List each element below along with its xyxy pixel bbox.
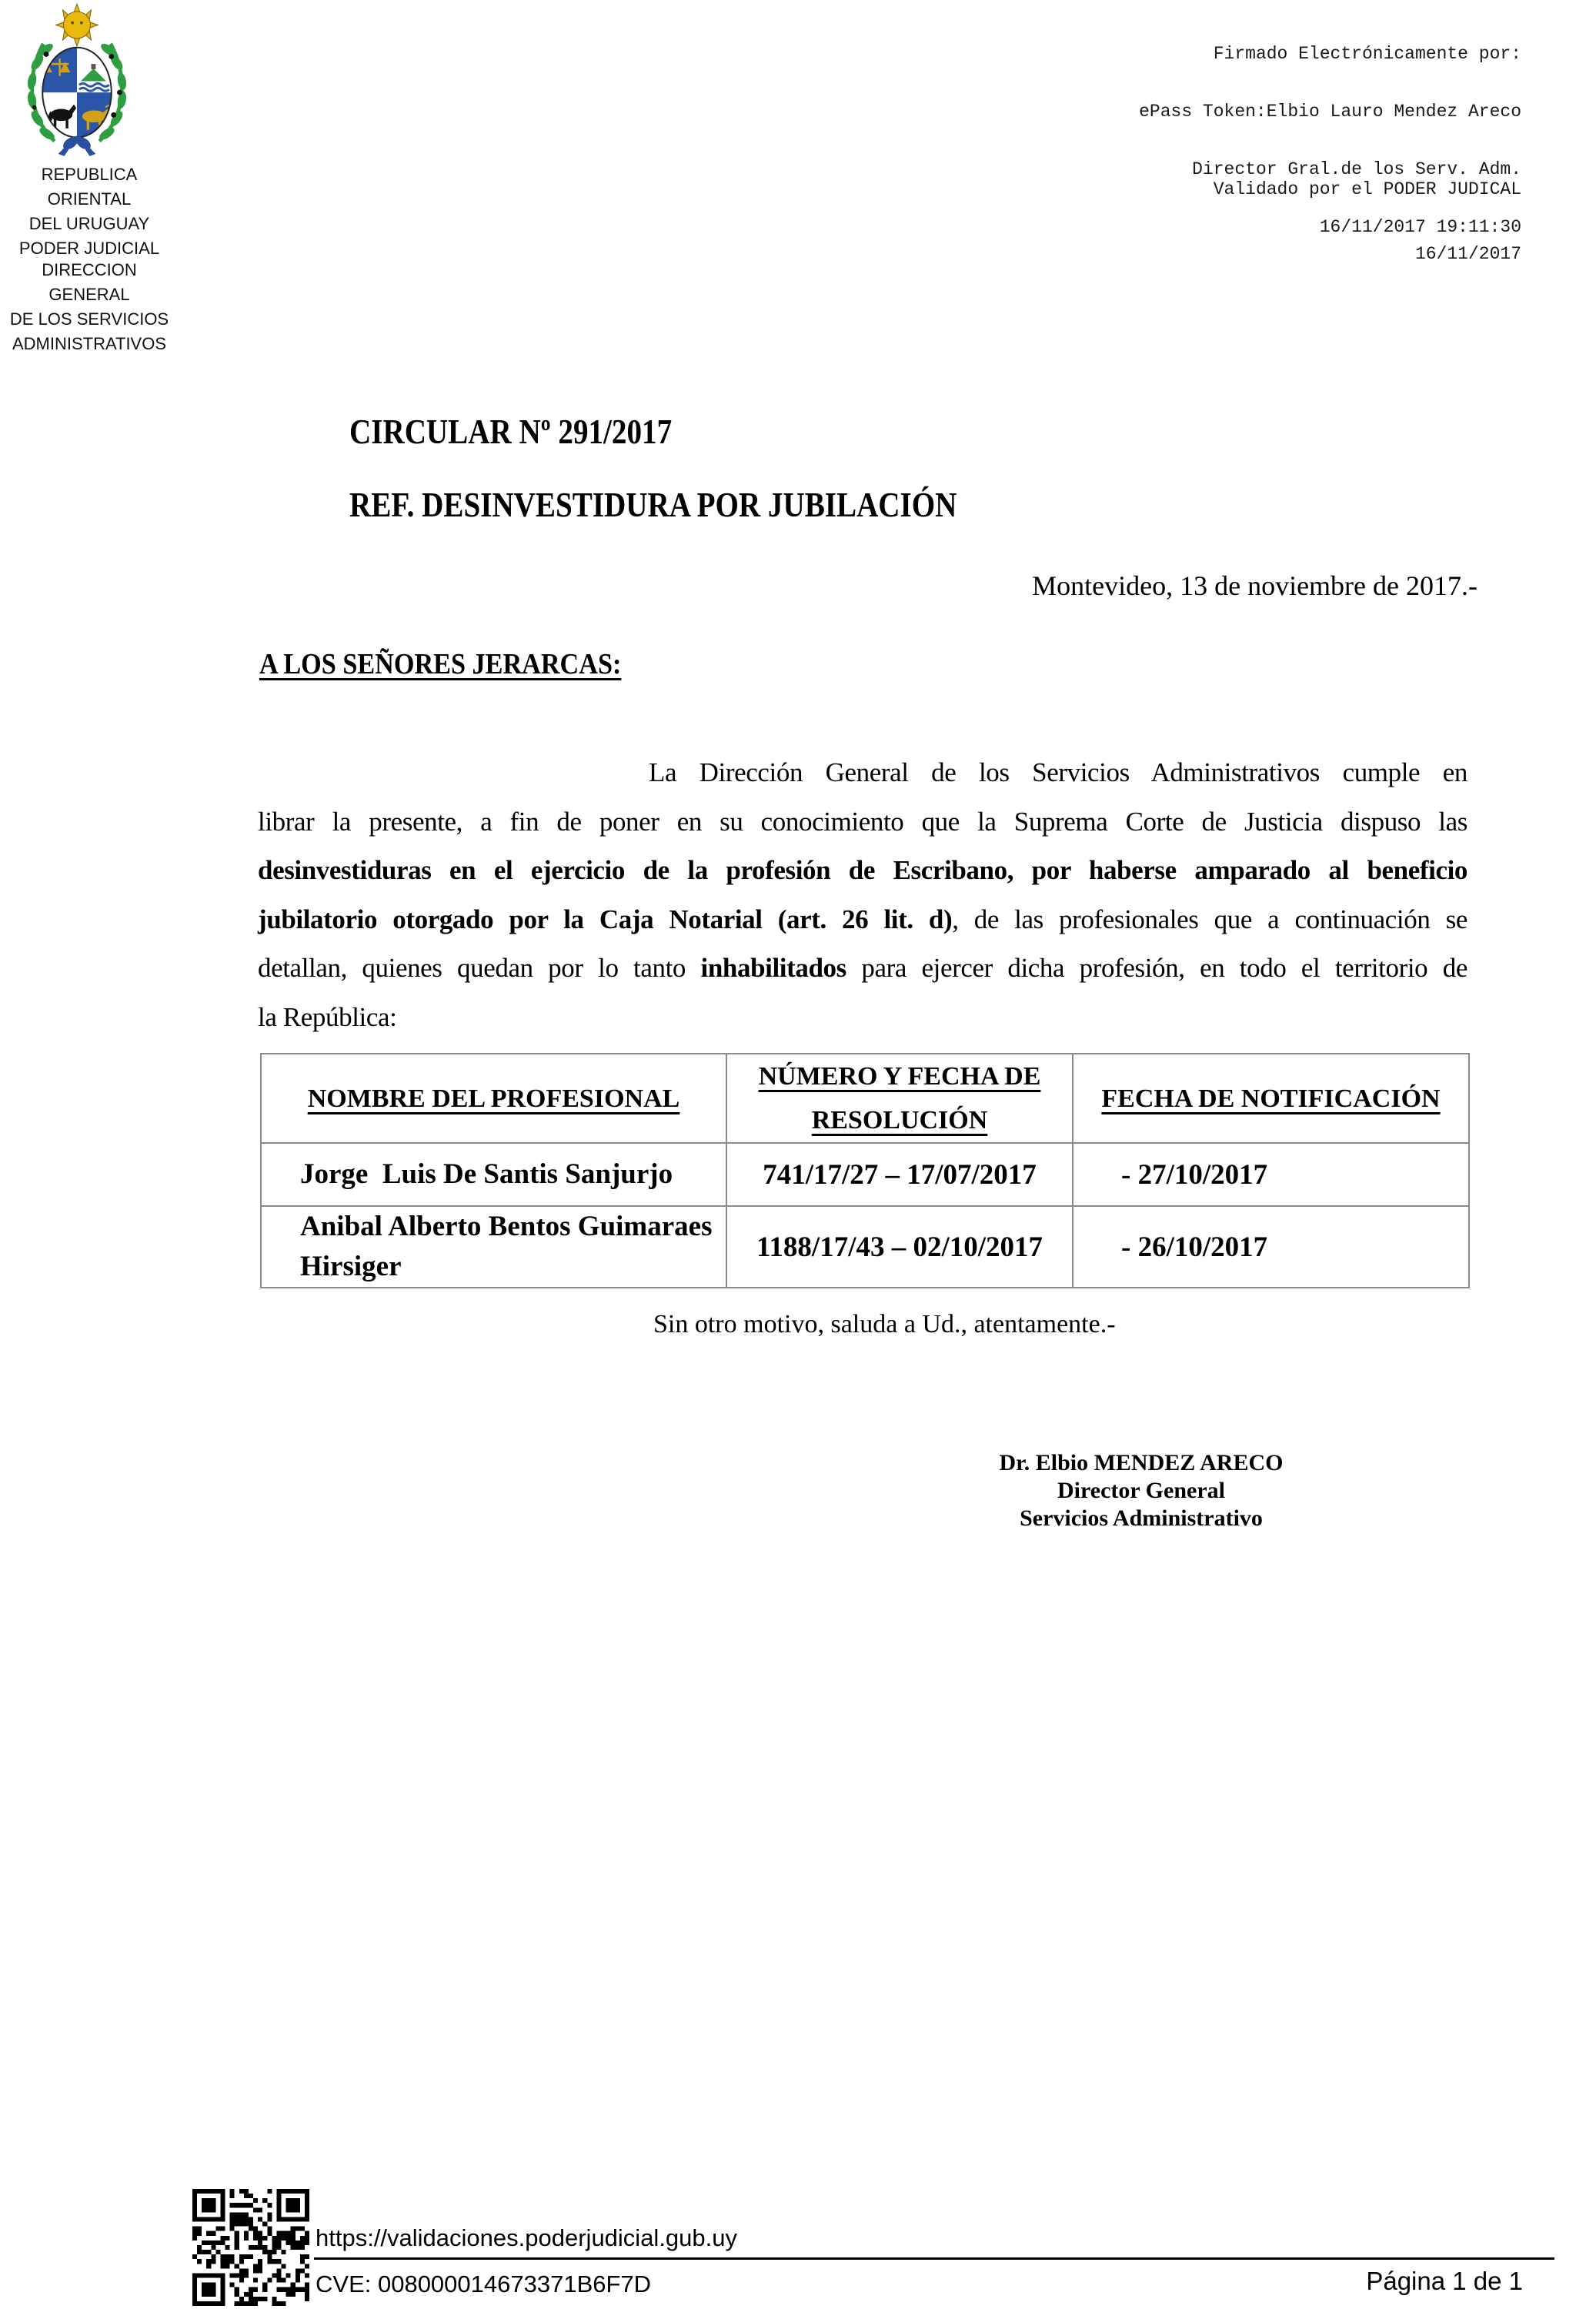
signer-title: Director General [1057,1478,1225,1503]
cell-nombre: Jorge Luis De Santis Sanjurjo [261,1143,726,1206]
page-number: Página 1 de 1 [1366,2267,1523,2295]
table-row [261,1206,1469,1288]
circular-subject-text: REF. DESINVESTIDURA POR JUBILACIÓN [349,485,957,524]
stamp-line: Firmado Electrónicamente por: [1213,44,1521,64]
cell-resolucion: 741/17/27 – 17/07/2017 [726,1143,1073,1206]
body-line: librar la presente, a fin de poner en su conocimiento que la Suprema Corte de Justicia dispuso las [258,806,1467,837]
signer-subtitle: Servicios Administrativo [1020,1505,1263,1531]
dept-caption-line: DE LOS SERVICIOS [9,309,169,329]
footer-divider [314,2257,1554,2260]
header-resolucion-line2: RESOLUCIÓN [811,1106,988,1134]
body-line: jubilatorio otorgado por la Caja Notarial (art. 26 lit. d), de las profesionales que a continuación se [258,904,1467,934]
circular-number-heading [349,411,729,452]
circular-subject-heading [349,484,1064,525]
signer-block [987,1449,1295,1532]
dateline: Montevideo, 13 de noviembre de 2017.- [1032,570,1477,601]
dept-caption [0,258,179,356]
body-line: La Dirección General de los Servicios Administrativos cumple en [649,757,1467,787]
closing-line: Sin otro motivo, saluda a Ud., atentamente.- [653,1310,1116,1338]
validation-line: 16/11/2017 [1414,244,1521,264]
cell-resolucion: 1188/17/43 – 02/10/2017 [726,1206,1073,1288]
body-line: la República: [258,1001,397,1032]
uruguay-coat-of-arms-logo [21,2,133,160]
cell-notificacion: - 26/10/2017 [1073,1206,1469,1288]
table-row [261,1143,1469,1206]
cell-nombre: Anibal Alberto Bentos Guimaraes Hirsiger [261,1206,726,1288]
cell-notificacion: - 27/10/2017 [1073,1143,1469,1206]
stamp-line: ePass Token:Elbio Lauro Mendez Areco [1139,102,1521,122]
professionals-table [260,1053,1470,1288]
qr-code-icon [192,2189,309,2306]
org-caption-line: PODER JUDICIAL [18,239,160,258]
salutation [259,647,662,681]
table-header-row [261,1054,1469,1143]
org-caption-line: REPUBLICA ORIENTAL [41,165,138,209]
salutation-text: A LOS SEÑORES JERARCAS: [259,648,622,680]
validation-line: Validado por el PODER JUDICAL [1213,179,1521,199]
header-nombre [261,1054,726,1143]
signer-name: Dr. Elbio MENDEZ ARECO [999,1450,1284,1475]
header-notificacion [1073,1054,1469,1143]
stamp-line: 16/11/2017 19:11:30 [1319,217,1521,237]
dept-caption-line: DIRECCION GENERAL [42,260,137,304]
coat-of-arms-icon [21,2,133,160]
header-resolucion [726,1054,1073,1143]
header-notificacion-text: FECHA DE NOTIFICACIÓN [1101,1084,1441,1113]
dept-caption-line: ADMINISTRATIVOS [12,334,167,353]
header-nombre-text: NOMBRE DEL PROFESIONAL [307,1084,680,1113]
qr-code [192,2189,309,2306]
body-paragraph [258,748,1467,1041]
body-line: detallan, quienes quedan por lo tanto inhabilitados para ejercer dicha profesión, en todo el territorio de [258,953,1467,983]
org-caption [0,162,179,261]
header-resolucion-line1: NÚMERO Y FECHA DE [758,1062,1041,1091]
circular-number-text: CIRCULAR Nº 291/2017 [349,412,673,451]
validation-stamp [1214,135,1521,308]
validation-url-link[interactable]: https://validaciones.poderjudicial.gub.uy [316,2224,738,2251]
org-caption-line: DEL URUGUAY [28,214,150,233]
cve-code: CVE: 008000014673371B6F7D [316,2271,652,2297]
stamp-line: Director Gral.de los Serv. Adm. [1192,159,1521,179]
body-line: desinvestiduras en el ejercicio de la profesión de Escribano, por haberse amparado al beneficio [258,855,1467,885]
